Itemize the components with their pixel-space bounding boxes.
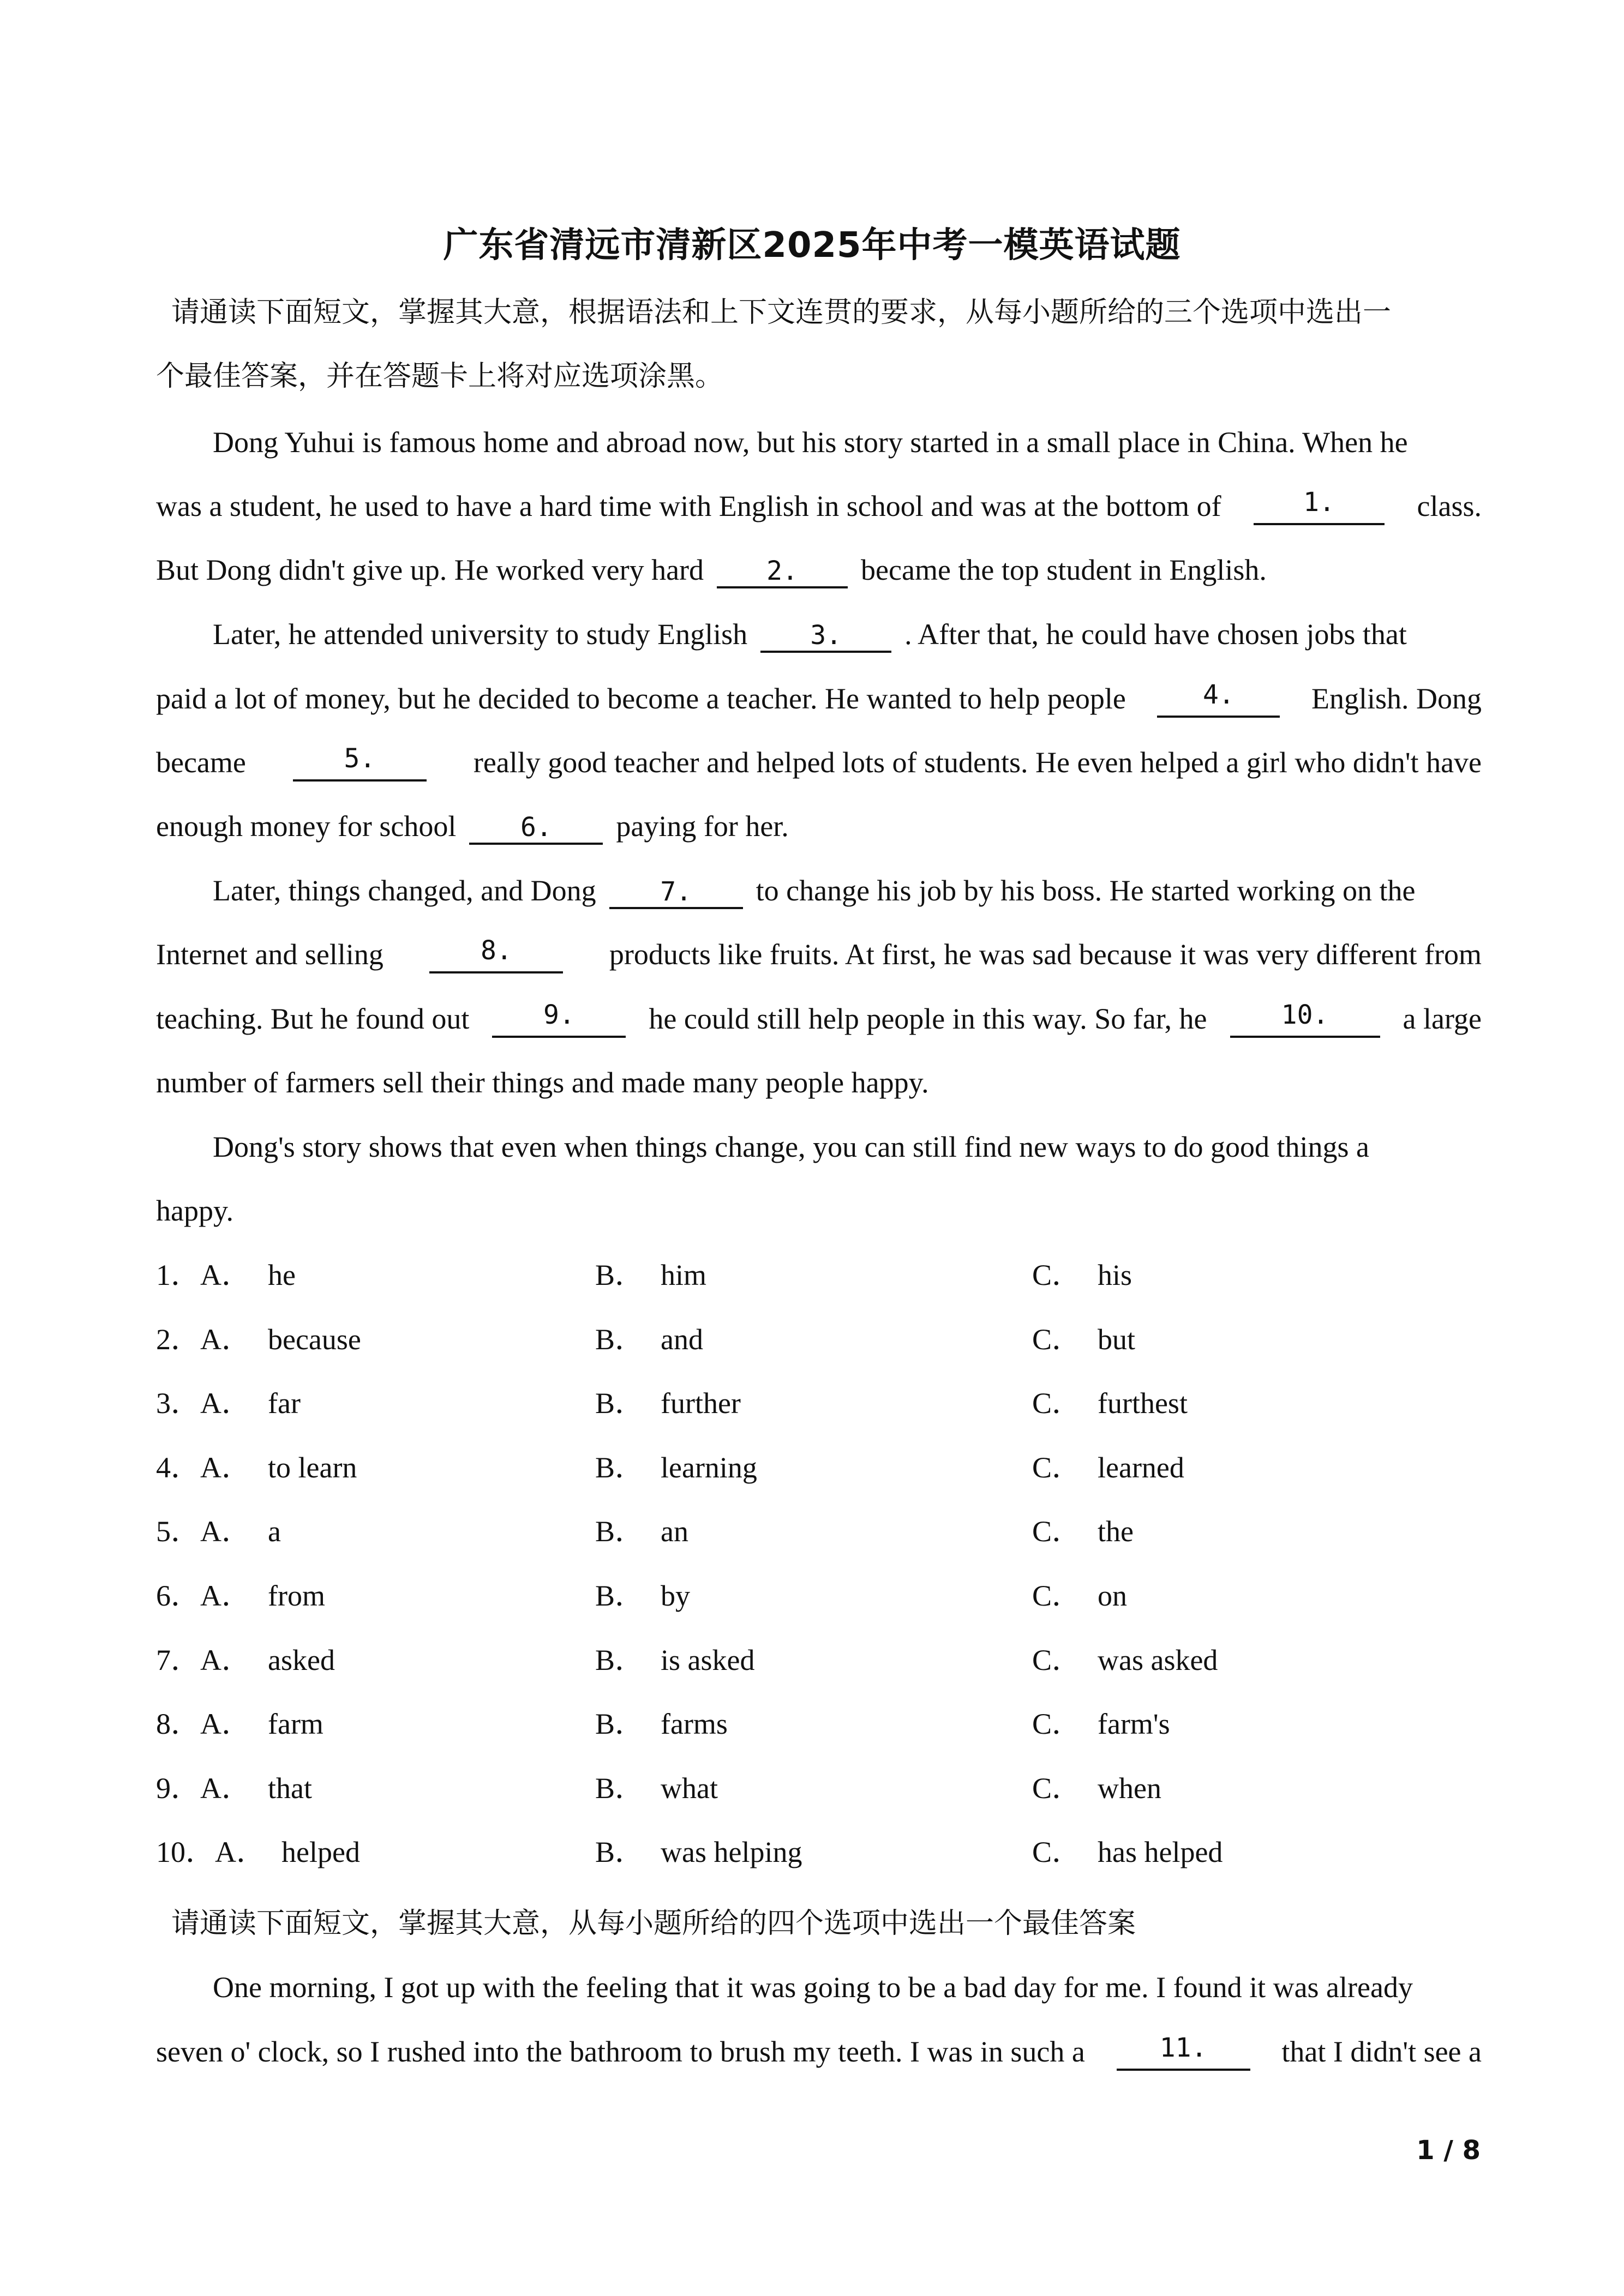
- question-number: 7．A．: [156, 1643, 251, 1676]
- page-number: 1 / 8: [1416, 2135, 1481, 2166]
- section1-instruction-line2: 个最佳答案，并在答题卡上将对应选项涂黑。: [156, 360, 724, 393]
- option-c-label: C．: [1032, 1387, 1082, 1420]
- question-number: 4．A．: [156, 1451, 251, 1484]
- option-b-label: B．: [595, 1643, 645, 1676]
- passage2-p1-line1: One morning, I got up with the feeling that it was going to be a bad day for me. I found it was already: [213, 1971, 1413, 2004]
- question-row: [156, 1256, 1482, 1294]
- page-title: 广东省清远市清新区2025年中考一模英语试题: [443, 225, 1181, 266]
- text-segment: Later, he attended university to study English: [213, 618, 748, 651]
- passage1-p4-line2: happy.: [156, 1194, 233, 1227]
- text-segment: Internet and selling: [156, 938, 383, 971]
- passage1-p1-line1: Dong Yuhui is famous home and abroad now, but his story started in a small place in China. When he: [213, 426, 1408, 459]
- option-b-label: B．: [595, 1708, 645, 1741]
- option-b[interactable]: further: [661, 1387, 741, 1420]
- question-number: 9．A．: [156, 1771, 251, 1805]
- blank-9: 9.: [492, 1000, 626, 1038]
- option-b-label: B．: [595, 1259, 645, 1291]
- option-a[interactable]: he: [268, 1259, 296, 1291]
- passage2-p1-line2: [156, 2033, 1482, 2071]
- text-segment: paying for her.: [616, 810, 789, 843]
- passage1-p3-line1: [213, 871, 1482, 910]
- question-row: [156, 1512, 1482, 1550]
- option-c[interactable]: when: [1098, 1771, 1161, 1805]
- text-segment: that I didn't see a: [1281, 2035, 1482, 2068]
- option-c[interactable]: furthest: [1098, 1387, 1188, 1420]
- option-c[interactable]: learned: [1098, 1451, 1184, 1484]
- option-b[interactable]: by: [661, 1579, 690, 1612]
- option-b-label: B．: [595, 1387, 645, 1420]
- option-c-label: C．: [1032, 1771, 1082, 1805]
- section1-instruction-line1: 请通读下面短文，掌握其大意，根据语法和上下文连贯的要求，从每小题所给的三个选项中选出一: [171, 296, 1392, 329]
- text-segment: . After that, he could have chosen jobs that: [904, 618, 1407, 651]
- text-segment: enough money for school: [156, 810, 457, 843]
- option-a[interactable]: that: [268, 1771, 312, 1805]
- option-b[interactable]: an: [661, 1515, 688, 1548]
- blank-1: 1.: [1254, 487, 1385, 525]
- blank-11: 11.: [1117, 2033, 1250, 2071]
- blank-10: 10.: [1230, 1000, 1380, 1038]
- option-c[interactable]: his: [1098, 1259, 1132, 1291]
- option-b[interactable]: was helping: [661, 1836, 802, 1869]
- question-number: 10．A．: [156, 1836, 266, 1869]
- blank-2: 2.: [717, 556, 848, 588]
- option-c-label: C．: [1032, 1323, 1082, 1356]
- text-segment: But Dong didn't give up. He worked very hard: [156, 554, 704, 586]
- option-b[interactable]: farms: [661, 1708, 728, 1741]
- blank-7: 7.: [609, 876, 743, 909]
- passage1-p2-line1: [213, 615, 1482, 653]
- text-segment: a large: [1403, 1002, 1482, 1035]
- question-row: [156, 1448, 1482, 1487]
- option-c-label: C．: [1032, 1451, 1082, 1484]
- passage1-p4-line1: Dong's story shows that even when things change, you can still find new ways to do good things a: [213, 1131, 1369, 1163]
- text-segment: products like fruits. At first, he was sad because it was very different from: [609, 938, 1482, 971]
- blank-6: 6.: [469, 812, 603, 845]
- passage1-p3-line2: [156, 935, 1482, 973]
- question-number: 2．A．: [156, 1323, 251, 1356]
- question-number: 5．A．: [156, 1515, 251, 1548]
- question-number: 3．A．: [156, 1387, 251, 1420]
- text-segment: seven o' clock, so I rushed into the bathroom to brush my teeth. I was in such a: [156, 2035, 1085, 2068]
- passage1-p3-line3: [156, 1000, 1482, 1038]
- option-c[interactable]: has helped: [1098, 1836, 1223, 1869]
- passage1-p2-line2: [156, 680, 1482, 718]
- option-b[interactable]: is asked: [661, 1643, 755, 1676]
- section2-instruction: 请通读下面短文，掌握其大意，从每小题所给的四个选项中选出一个最佳答案: [171, 1907, 1136, 1940]
- option-c[interactable]: the: [1098, 1515, 1134, 1548]
- text-segment: became the top student in English.: [861, 554, 1267, 586]
- question-row: [156, 1641, 1482, 1679]
- option-a[interactable]: because: [268, 1323, 361, 1356]
- option-b-label: B．: [595, 1515, 645, 1548]
- option-c-label: C．: [1032, 1579, 1082, 1612]
- option-b-label: B．: [595, 1451, 645, 1484]
- option-a[interactable]: far: [268, 1387, 301, 1420]
- question-row: [156, 1384, 1482, 1422]
- blank-5: 5.: [293, 743, 427, 782]
- question-row: [156, 1769, 1482, 1807]
- passage1-p1-line2: [156, 487, 1482, 525]
- option-a[interactable]: a: [268, 1515, 281, 1548]
- text-segment: he could still help people in this way. So far, he: [649, 1002, 1207, 1035]
- text-segment: class.: [1417, 490, 1482, 522]
- passage1-p1-line3: [156, 551, 1482, 589]
- option-b[interactable]: learning: [661, 1451, 757, 1484]
- option-a[interactable]: from: [268, 1579, 325, 1612]
- text-segment: was a student, he used to have a hard time with English in school and was at the bottom of: [156, 490, 1221, 522]
- option-b-label: B．: [595, 1771, 645, 1805]
- blank-8: 8.: [429, 935, 563, 973]
- option-c-label: C．: [1032, 1515, 1082, 1548]
- option-b-label: B．: [595, 1836, 645, 1869]
- text-segment: paid a lot of money, but he decided to become a teacher. He wanted to help people: [156, 682, 1126, 715]
- text-segment: teaching. But he found out: [156, 1002, 470, 1035]
- option-b[interactable]: and: [661, 1323, 703, 1356]
- question-row: [156, 1320, 1482, 1359]
- option-c-label: C．: [1032, 1708, 1082, 1741]
- option-c[interactable]: but: [1098, 1323, 1136, 1356]
- question-number: 6．A．: [156, 1579, 251, 1612]
- text-segment: English. Dong: [1311, 682, 1482, 715]
- option-c[interactable]: on: [1098, 1579, 1127, 1612]
- blank-4: 4.: [1157, 680, 1280, 718]
- option-c-label: C．: [1032, 1259, 1082, 1291]
- question-row: [156, 1577, 1482, 1615]
- passage1-p3-line4: number of farmers sell their things and made many people happy.: [156, 1066, 929, 1099]
- question-number: 8．A．: [156, 1708, 251, 1741]
- option-b-label: B．: [595, 1579, 645, 1612]
- passage1-p2-line4: [156, 807, 1482, 845]
- option-b[interactable]: him: [661, 1259, 707, 1291]
- option-a[interactable]: asked: [268, 1643, 335, 1676]
- option-a[interactable]: helped: [281, 1836, 360, 1869]
- option-c-label: C．: [1032, 1836, 1082, 1869]
- text-segment: to change his job by his boss. He started working on the: [756, 874, 1416, 907]
- text-segment: really good teacher and helped lots of students. He even helped a girl who didn't have: [473, 746, 1482, 779]
- option-c[interactable]: was asked: [1098, 1643, 1218, 1676]
- text-segment: became: [156, 746, 246, 779]
- option-c-label: C．: [1032, 1643, 1082, 1676]
- text-segment: Later, things changed, and Dong: [213, 874, 596, 907]
- blank-3: 3.: [760, 620, 891, 653]
- passage1-p2-line3: [156, 743, 1482, 782]
- option-c[interactable]: farm's: [1098, 1708, 1170, 1741]
- question-row: [156, 1833, 1482, 1871]
- option-a[interactable]: farm: [268, 1708, 323, 1741]
- question-row: [156, 1705, 1482, 1743]
- question-number: 1．A．: [156, 1259, 251, 1291]
- option-b-label: B．: [595, 1323, 645, 1356]
- option-b[interactable]: what: [661, 1771, 718, 1805]
- option-a[interactable]: to learn: [268, 1451, 357, 1484]
